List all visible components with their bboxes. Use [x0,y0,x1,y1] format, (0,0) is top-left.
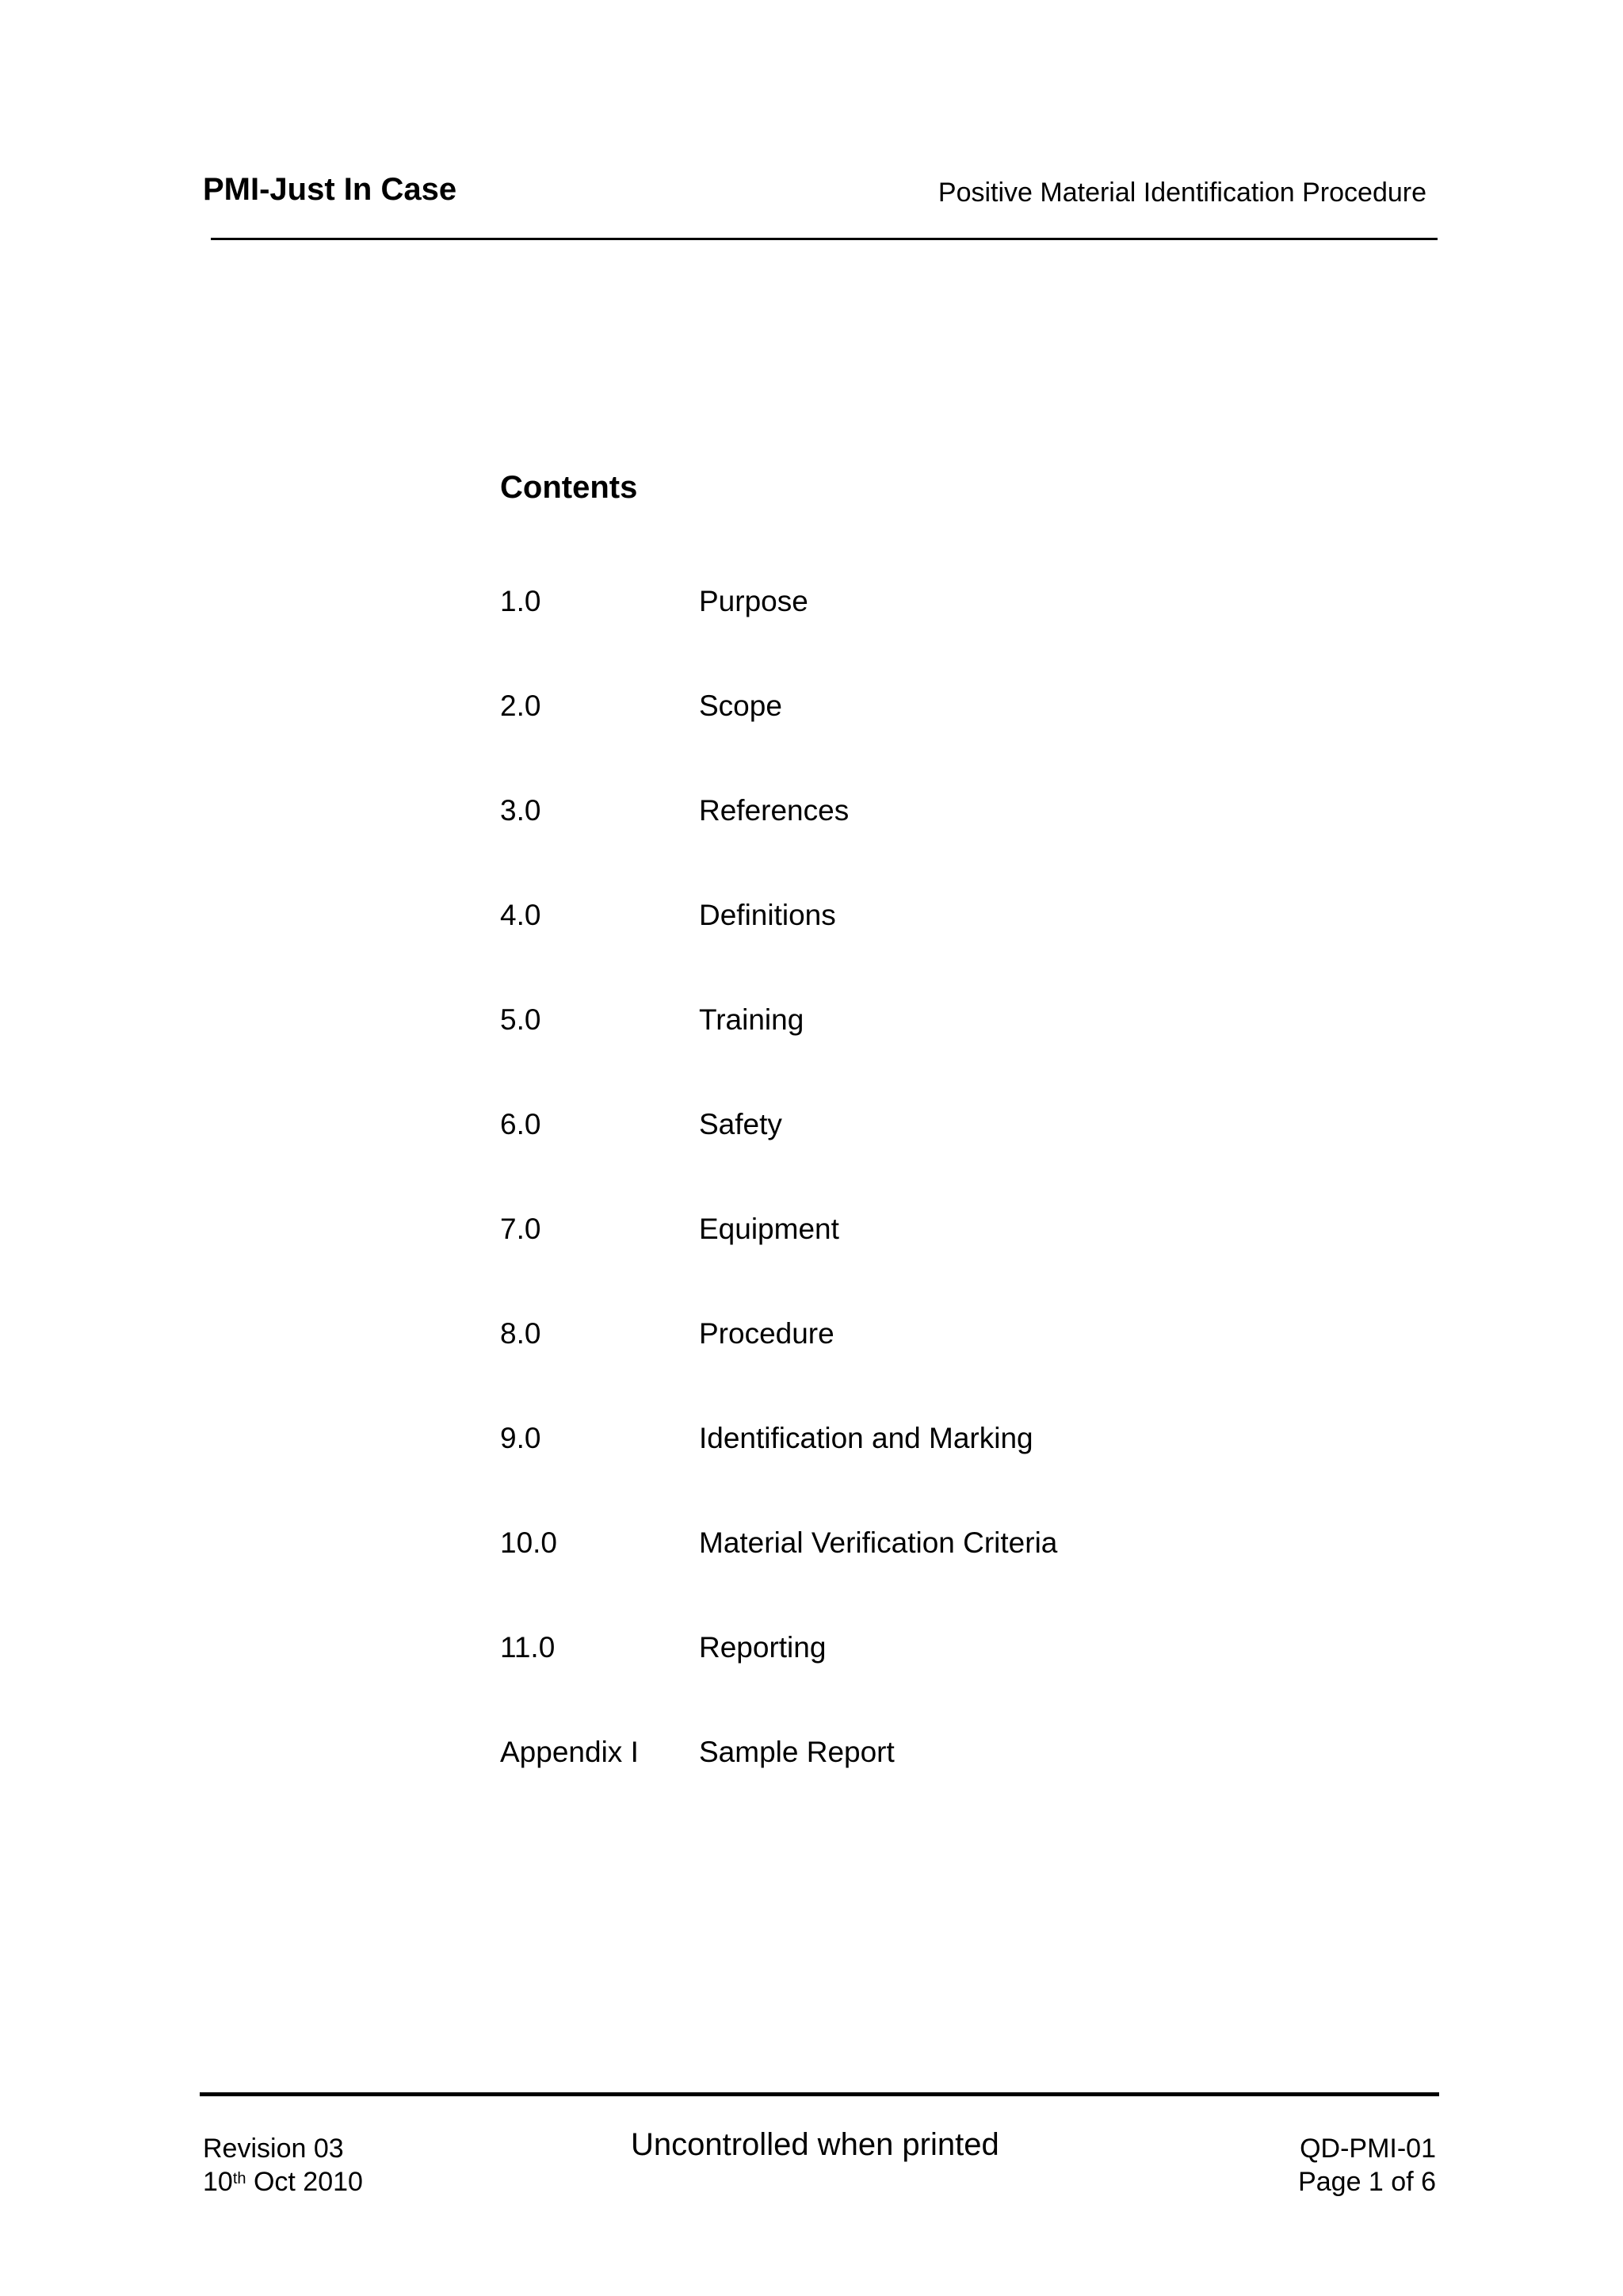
toc-item-number: 10.0 [500,1526,558,1559]
toc-item-number: 4.0 [500,899,541,931]
toc-item-label: Training [699,1003,804,1036]
toc-item-label: Reporting [699,1631,827,1664]
toc-item-number: 7.0 [500,1213,541,1245]
toc-item-number: 2.0 [500,690,541,722]
toc-item-equipment [500,1213,1293,1317]
footer-doc-id: QD-PMI-01 [1300,2134,1436,2164]
toc-item-number: 1.0 [500,585,541,617]
toc-item-label: Material Verification Criteria [699,1526,1058,1559]
toc-item-training [500,1003,1293,1108]
toc-item-label: Sample Report [699,1736,895,1768]
footer-date-suffix: th [232,2170,246,2187]
toc-item-identification-marking [500,1422,1293,1526]
footer-divider [200,2092,1439,2096]
toc-item-number: 9.0 [500,1422,541,1454]
toc-item-label: Equipment [699,1213,839,1245]
toc-item-purpose [500,585,1293,690]
toc-item-safety [500,1108,1293,1213]
toc-item-number: 11.0 [500,1631,556,1664]
footer-date-rest: Oct 2010 [246,2167,363,2197]
toc-item-label: Safety [699,1108,782,1140]
footer-revision-block [203,2132,363,2199]
footer-revision: Revision 03 [203,2134,344,2164]
toc-item-number: 8.0 [500,1317,541,1350]
footer-date [203,2165,363,2199]
footer-date-day: 10 [203,2167,233,2197]
toc-item-label: Definitions [699,899,836,931]
toc-item-label: References [699,794,850,827]
footer-doc-block [1298,2132,1436,2199]
header-title: PMI-Just In Case [203,172,457,207]
toc-item-number: 6.0 [500,1108,541,1140]
footer-notice: Uncontrolled when printed [631,2127,999,2162]
toc-item-references [500,794,1293,899]
header-divider [211,238,1438,240]
header-subtitle: Positive Material Identification Procedure [938,178,1426,208]
toc-item-label: Purpose [699,585,808,617]
toc-item-scope [500,690,1293,794]
toc-item-number: Appendix I [500,1736,639,1768]
contents-heading: Contents [500,470,638,505]
toc-item-material-verification [500,1526,1293,1631]
toc-item-number: 5.0 [500,1003,541,1036]
toc-item-number: 3.0 [500,794,541,827]
toc-item-label: Procedure [699,1317,834,1350]
table-of-contents [500,585,1293,1840]
toc-item-label: Scope [699,690,782,722]
toc-item-appendix [500,1736,1293,1840]
toc-item-reporting [500,1631,1293,1736]
toc-item-definitions [500,899,1293,1003]
toc-item-label: Identification and Marking [699,1422,1033,1454]
toc-item-procedure [500,1317,1293,1422]
footer-page-number: Page 1 of 6 [1298,2167,1436,2197]
